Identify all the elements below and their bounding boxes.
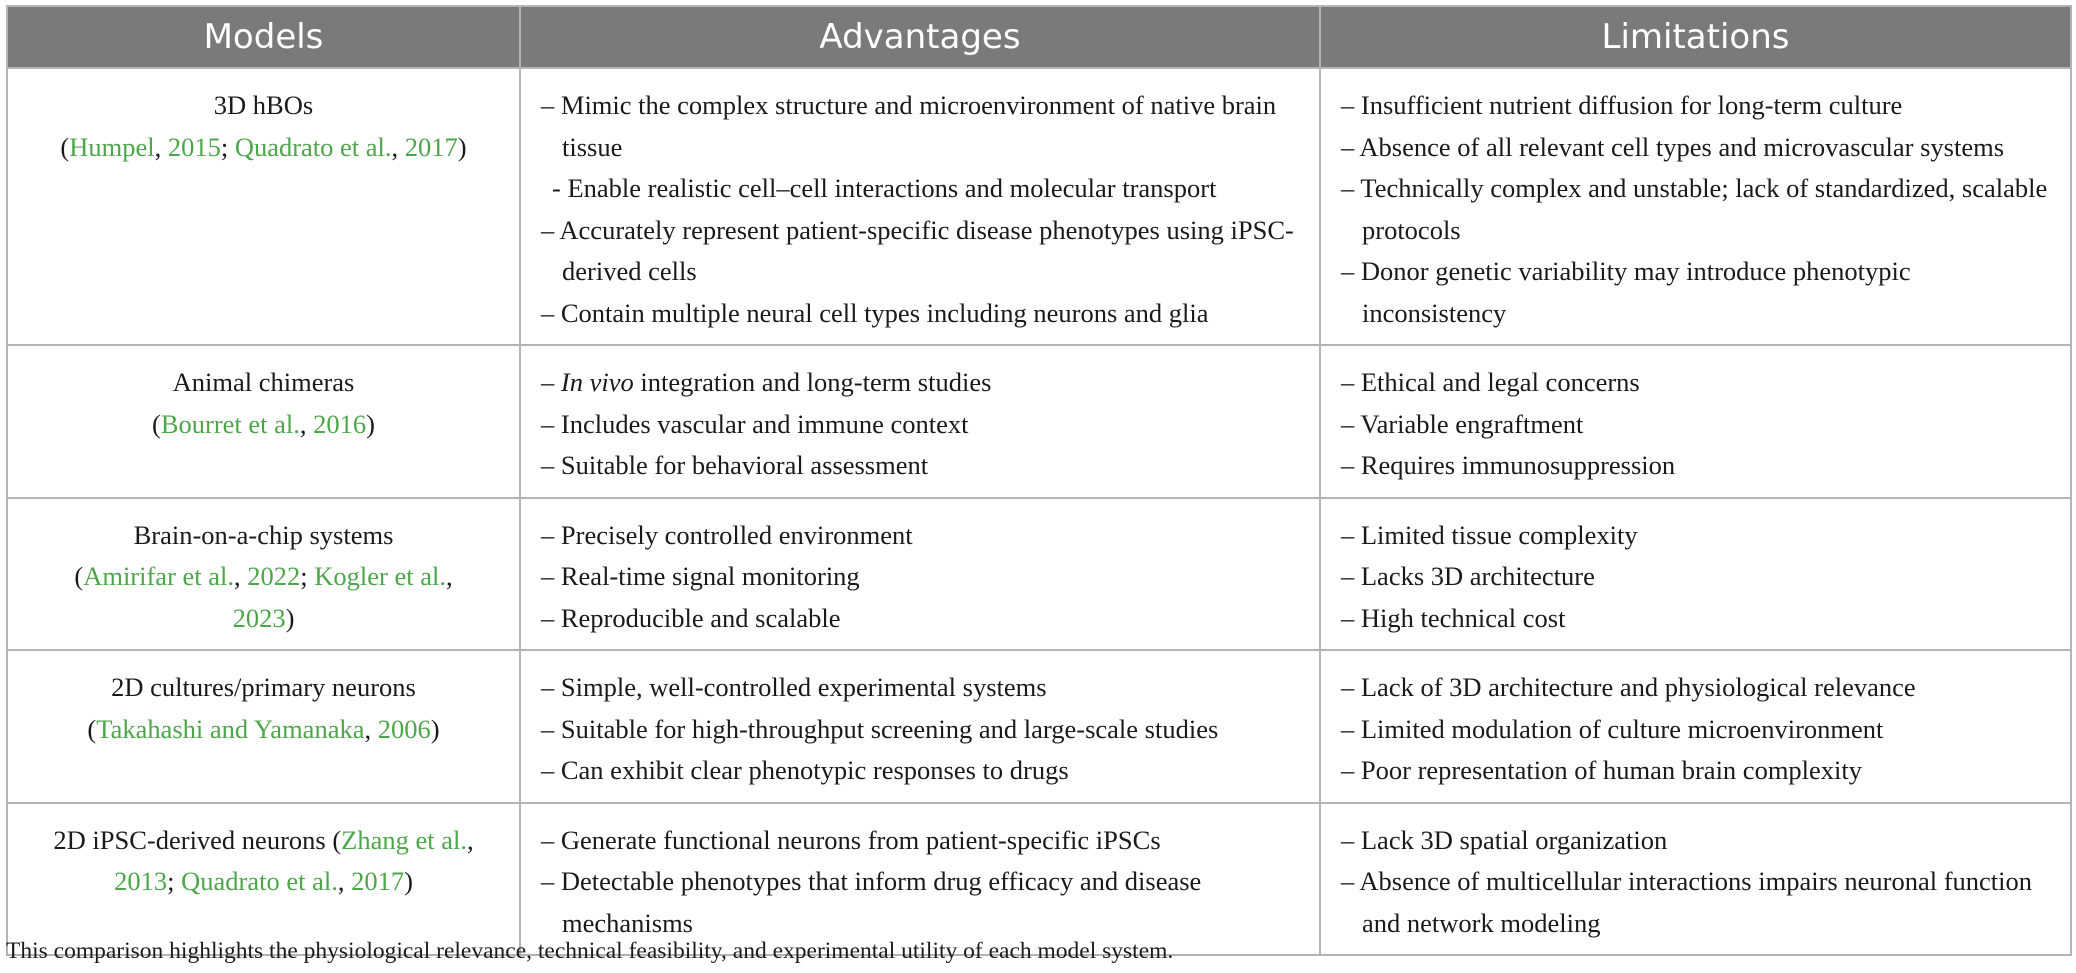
advantage-item: – Includes vascular and immune context [541,408,969,439]
model-cell [7,345,520,498]
advantage-item: – Mimic the complex structure and microenvironment of native brain tissue [541,90,1277,162]
citation-link[interactable]: 2006 [377,713,431,744]
model-citation: (Bourret et al., 2016) [152,408,375,439]
model-cell [7,68,520,345]
header-models: Models [7,6,520,68]
advantages-cell [520,650,1320,803]
header-row [7,6,2071,68]
model-name: 2D iPSC-derived neurons [53,824,326,855]
limitation-item: – Insufficient nutrient diffusion for long-term culture [1341,90,1903,120]
model-name: Animal chimeras [172,367,355,397]
italic-term: In vivo [560,367,634,397]
model-citation: (Takahashi and Yamanaka, 2006) [87,713,440,744]
citation-link[interactable]: 2022 [247,561,301,591]
advantages-cell [520,498,1320,651]
limitation-item: – Technically complex and unstable; lack of standardized, scalable protocols [1341,173,2048,245]
model-comparison-table [6,5,2072,956]
citation-link[interactable]: 2016 [313,408,367,439]
citation-link[interactable]: Bourret et al. [160,408,300,439]
advantage-item: – Simple, well-controlled experimental systems [541,672,1047,702]
advantage-item: – Precisely controlled environment [541,519,913,550]
model-name: 2D cultures/primary neurons [111,672,416,702]
table-row [7,498,2071,651]
citation-link[interactable]: 2015 [167,131,221,162]
model-cell [7,650,520,803]
advantage-item: – Accurately represent patient-specific disease phenotypes using iPSC-derived cells [541,214,1294,286]
header-limitations: Limitations [1320,6,2071,68]
model-citation: (Humpel, 2015; Quadrato et al., 2017) [60,131,467,162]
advantages-cell [520,803,1320,956]
model-name: 3D hBOs [213,90,314,120]
advantage-item: – Generate functional neurons from patient-specific iPSCs [541,824,1161,855]
advantage-item: – Real-time signal monitoring [541,561,860,591]
limitation-item: – Absence of all relevant cell types and microvascular systems [1341,131,2005,162]
limitation-item: – Poor representation of human brain complexity [1341,755,1863,785]
table-row [7,650,2071,803]
citation-link[interactable]: Amirifar et al. [83,561,235,591]
advantage-item: – Detectable phenotypes that inform drug efficacy and disease mechanisms [541,866,1202,938]
limitation-item: – Variable engraftment [1341,408,1584,439]
advantage-item: – Reproducible and scalable [541,602,841,633]
limitations-cell [1320,68,2071,345]
citation-link[interactable]: Kogler et al. [314,561,446,591]
advantage-item: – Suitable for high-throughput screening and large-scale studies [541,713,1219,744]
table-row [7,345,2071,498]
advantage-item: – Suitable for behavioral assessment [541,450,929,480]
citation-link[interactable]: Zhang et al. [341,824,467,855]
limitation-item: – High technical cost [1341,602,1566,633]
limitation-item: – Lack 3D spatial organization [1341,824,1668,855]
model-citation: 2D iPSC-derived neurons (Zhang et al., 2013; Quadrato et al., 2017) [53,824,474,896]
limitation-item: – Absence of multicellular interactions impairs neuronal function and network modeling [1341,866,2033,938]
advantage-subitem: - Enable realistic cell–cell interactions and molecular transport [552,173,1217,203]
citation-link[interactable]: 2017 [351,866,405,896]
limitation-item: – Donor genetic variability may introduce phenotypic inconsistency [1341,256,1911,328]
limitation-item: – Ethical and legal concerns [1341,367,1640,397]
limitation-item: – Limited modulation of culture microenvironment [1341,713,1884,744]
citation-link[interactable]: 2017 [404,131,458,162]
citation-link[interactable]: Quadrato et al. [234,131,392,162]
limitations-cell [1320,803,2071,956]
table-row [7,803,2071,956]
advantage-item: – Can exhibit clear phenotypic responses to drugs [541,755,1069,785]
limitation-item: – Requires immunosuppression [1341,450,1676,480]
model-citation: (Amirifar et al., 2022; Kogler et al., 2023) [74,561,453,633]
citation-link[interactable]: 2013 [114,866,168,896]
limitation-item: – Lacks 3D architecture [1341,561,1595,591]
comparison-table-frame [6,5,2070,956]
citation-link[interactable]: Humpel [69,131,155,162]
limitation-item: – Lack of 3D architecture and physiological relevance [1341,672,1916,702]
citation-link[interactable]: 2023 [232,602,286,633]
model-cell [7,498,520,651]
limitation-item: – Limited tissue complexity [1341,519,1638,550]
header-advantages: Advantages [520,6,1320,68]
model-name: Brain-on-a-chip systems [133,519,394,550]
model-cell [7,803,520,956]
citation-link[interactable]: Quadrato et al. [181,866,338,896]
limitations-cell [1320,498,2071,651]
table-footnote: This comparison highlights the physiological relevance, technical feasibility, and experimental utility of each model system. [6,938,1174,964]
advantages-cell [520,68,1320,345]
citation-link[interactable]: Takahashi and Yamanaka [96,713,365,744]
advantages-cell [520,345,1320,498]
table-row [7,68,2071,345]
advantage-item: – In vivo integration and long-term studies [541,367,992,397]
advantage-item: – Contain multiple neural cell types including neurons and glia [541,297,1209,328]
limitations-cell [1320,650,2071,803]
limitations-cell [1320,345,2071,498]
